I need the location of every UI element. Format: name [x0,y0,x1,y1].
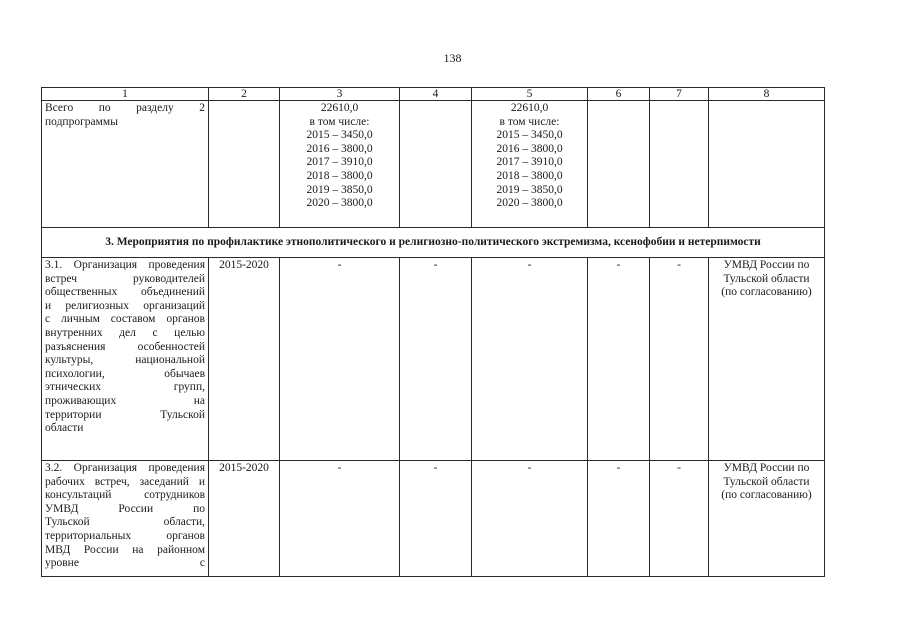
measure-name-line: рабочих встреч, заседаний и [45,475,205,488]
measure-name-line: проживающих на [45,394,205,407]
column-number-row [42,88,825,101]
column-header-6: 6 [588,88,650,101]
value-cell-5: - [472,461,588,577]
total-regional-line: 22610,0 [510,102,549,114]
measure-name-line: уровне с [45,557,205,570]
section-row [42,228,825,258]
executor-line: Тульской области [723,272,810,285]
executor-line: УМВД России по [723,259,810,271]
value-cell-3: - [280,258,400,461]
table-row [42,258,825,461]
page-number: 138 [443,51,462,65]
measure-name-cell [42,461,209,577]
measure-name-line: культуры, национальной [45,354,205,367]
total-regional-line: 2020 – 3800,0 [496,197,563,210]
total-regional-line: в том числе: [499,115,560,128]
value-cell-3: - [280,461,400,577]
total-name-cell [42,101,209,228]
table-row [42,461,825,577]
measure-name-line: этнических групп, [45,381,205,394]
measure-name-line: внутренних дел с целью [45,326,205,339]
total-regional-line: 2019 – 3850,0 [496,183,563,196]
measure-name-line: встреч руководителей [45,272,205,285]
total-name-line: Всего по разделу 2 [45,102,205,114]
executor-line: (по согласованию) [721,286,812,299]
total-name-line: подпрограммы [45,115,118,128]
total-funding-line: 2018 – 3800,0 [306,169,373,182]
total-regional-line: 2016 – 3800,0 [496,142,563,155]
executor-line: (по согласованию) [721,489,812,502]
total-regional-line: 2017 – 3910,0 [496,156,563,169]
executor-line: УМВД России по [723,462,810,474]
column-header-3: 3 [280,88,400,101]
value-cell-4: - [400,461,472,577]
column-header-4: 4 [400,88,472,101]
total-funding-line: 22610,0 [320,102,359,114]
measure-name-line: территории Тульской [45,408,205,421]
total-funding-line: 2016 – 3800,0 [306,142,373,155]
total-funding-line: 2019 – 3850,0 [306,183,373,196]
total-col8-cell [709,101,825,228]
measure-name-line: психологии, обычаев [45,367,205,380]
measure-name-line: МВД России на районном [45,543,205,556]
total-funding-line: в том числе: [309,115,370,128]
column-header-2: 2 [209,88,280,101]
measure-name-line: и религиозных организаций [45,299,205,312]
total-period-cell [209,101,280,228]
total-regional-line: 2015 – 3450,0 [496,129,563,142]
total-funding-line: 2020 – 3800,0 [306,197,373,210]
column-header-7: 7 [650,88,709,101]
measure-name-line: 3.1. Организация проведения [45,259,205,271]
executor-cell [709,258,825,461]
measure-name-line: общественных объединений [45,286,205,299]
column-header-1: 1 [42,88,209,101]
measure-name-line: УМВД России по [45,502,205,515]
total-col7-cell [650,101,709,228]
measure-name-line: разъяснения особенностей [45,340,205,353]
measure-name-line: Тульской области, [45,516,205,529]
total-funding-line: 2015 – 3450,0 [306,129,373,142]
measure-name-line: консультаций сотрудников [45,489,205,502]
measure-name-line: области [45,422,84,435]
value-cell-6: - [588,258,650,461]
total-regional-funding-cell [472,101,588,228]
period-cell: 2015-2020 [209,461,280,577]
column-header-8: 8 [709,88,825,101]
value-cell-5: - [472,258,588,461]
value-cell-7: - [650,461,709,577]
measure-name-cell [42,258,209,461]
executor-line: Тульской области [723,475,810,488]
total-col6-cell [588,101,650,228]
value-cell-7: - [650,258,709,461]
value-cell-6: - [588,461,650,577]
total-row [42,101,825,228]
total-col4-cell [400,101,472,228]
total-regional-line: 2018 – 3800,0 [496,169,563,182]
executor-cell [709,461,825,577]
value-cell-4: - [400,258,472,461]
section-title: 3. Мероприятия по профилактике этнополитического и религиозно-политического экстремизма, ксенофобии и нетерпимости [42,228,825,258]
measure-name-line: с личным составом органов [45,313,205,326]
column-header-5: 5 [472,88,588,101]
measure-name-line: 3.2. Организация проведения [45,462,205,474]
measure-name-line: территориальных органов [45,529,205,542]
total-funding-cell [280,101,400,228]
total-funding-line: 2017 – 3910,0 [306,156,373,169]
program-table [41,87,825,577]
period-cell: 2015-2020 [209,258,280,461]
